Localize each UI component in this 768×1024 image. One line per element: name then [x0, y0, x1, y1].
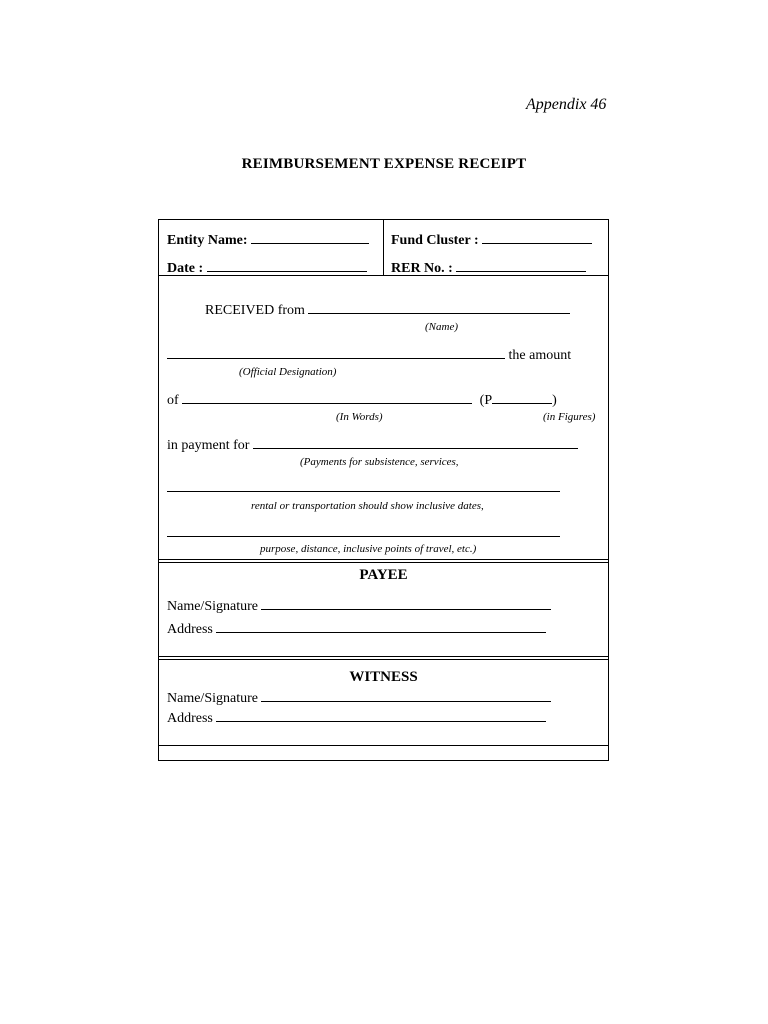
payment-for-row: [167, 436, 578, 454]
payment-for-field-1[interactable]: [253, 436, 578, 449]
witness-name-row: [167, 689, 551, 707]
rer-no-field[interactable]: [456, 259, 586, 272]
footer-rule: [159, 745, 608, 746]
amount-in-words-field[interactable]: [182, 391, 472, 404]
payee-name-signature-field[interactable]: [261, 597, 551, 610]
date-field[interactable]: [207, 259, 367, 272]
payee-top-rule: [159, 559, 608, 563]
payments-hint-1: (Payments for subsistence, services,: [300, 456, 459, 468]
payment-for-field-3[interactable]: [167, 524, 560, 537]
payee-name-signature-label: Name/Signature: [167, 599, 258, 614]
in-figures-hint: (in Figures): [543, 411, 596, 423]
date-row: [167, 259, 367, 277]
name-hint: (Name): [425, 321, 458, 333]
payments-hint-2: rental or transportation should show inclusive dates,: [251, 500, 484, 512]
payee-heading: PAYEE: [359, 567, 408, 583]
designation-row: [167, 346, 571, 364]
witness-top-rule: [159, 656, 608, 660]
payments-hint-3: purpose, distance, inclusive points of travel, etc.): [260, 543, 477, 555]
entity-name-field[interactable]: [251, 231, 369, 244]
of-label: of: [167, 393, 179, 408]
entity-name-label: Entity Name:: [167, 233, 248, 248]
fund-cluster-label: Fund Cluster :: [391, 233, 479, 248]
payment-for-field-2[interactable]: [167, 479, 560, 492]
witness-address-label: Address: [167, 711, 213, 726]
witness-address-row: [167, 709, 546, 727]
witness-name-signature-label: Name/Signature: [167, 691, 258, 706]
payment-for-row-2: [167, 479, 560, 497]
date-label: Date :: [167, 261, 204, 276]
payee-name-row: [167, 597, 551, 615]
p-open: (P: [479, 393, 493, 408]
the-amount-label: the amount: [508, 348, 572, 363]
received-from-label: RECEIVED from: [205, 303, 305, 318]
received-from-row: [205, 301, 570, 319]
form-title: REIMBURSEMENT EXPENSE RECEIPT: [241, 156, 527, 172]
witness-address-field[interactable]: [216, 709, 546, 722]
witness-heading: WITNESS: [349, 669, 418, 685]
rer-no-label: RER No. :: [391, 261, 453, 276]
entity-name-row: [167, 231, 369, 249]
amount-in-figures-field[interactable]: [492, 391, 552, 404]
receipt-form: [158, 219, 609, 761]
amount-row: [167, 391, 557, 409]
in-payment-for-label: in payment for: [167, 438, 250, 453]
fund-cluster-row: [391, 231, 592, 249]
rer-no-row: [391, 259, 586, 277]
appendix-number: Appendix 46: [526, 96, 607, 113]
payee-address-label: Address: [167, 622, 213, 637]
p-close: ): [552, 393, 557, 408]
payee-address-row: [167, 620, 546, 638]
header-divider: [383, 220, 384, 275]
official-designation-hint: (Official Designation): [239, 366, 337, 378]
witness-name-signature-field[interactable]: [261, 689, 551, 702]
payee-address-field[interactable]: [216, 620, 546, 633]
payee-name-field[interactable]: [308, 301, 570, 314]
in-words-hint: (In Words): [336, 411, 383, 423]
fund-cluster-field[interactable]: [482, 231, 592, 244]
official-designation-field[interactable]: [167, 346, 505, 359]
payment-for-row-3: [167, 524, 560, 542]
